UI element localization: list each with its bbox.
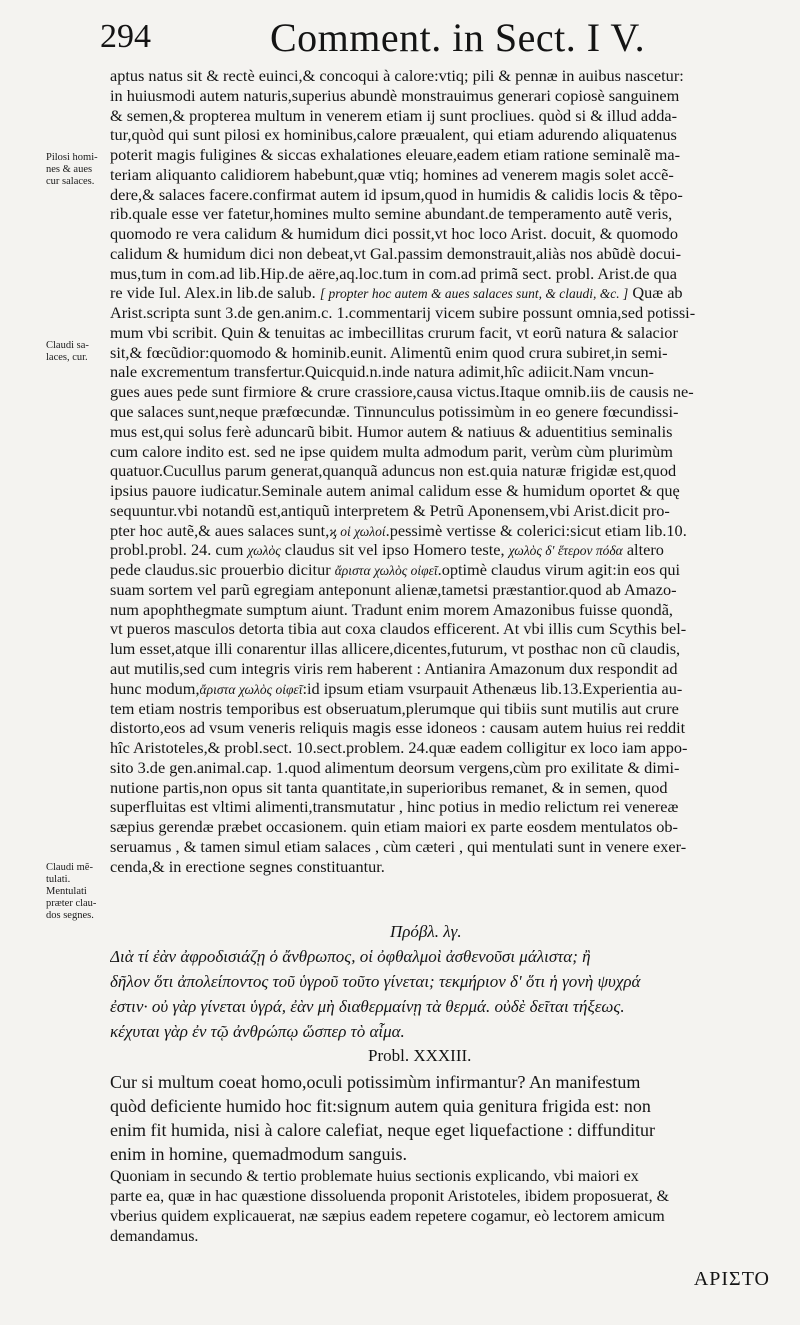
text-line: Arist.scripta sunt 3.de gen.anim.c. 1.commentarij vicem subire possunt omnia,sed potissi- — [110, 303, 696, 323]
text-line: quomodo re vera calidum & humidum dici possit,vt hoc loco Arist. docuit, & quomodo — [110, 224, 678, 244]
problem-label: Probl. XXXIII. — [368, 1046, 472, 1065]
text-line: dere,& salaces facere.confirmat autem id ipsum,quod in humidis & calidis locis & tẽpo- — [110, 184, 683, 204]
text-line-with-greek — [110, 679, 793, 699]
text-segment: .pessimè vertisse & colerici:sicut etiam lib.10. — [385, 520, 687, 540]
text-segment: probl.probl. 24. cum — [110, 540, 248, 560]
greek-line: ἐστιν· οὐ γὰρ γίνεται ὑγρά, ἐὰν μὴ διαθερμαίνῃ τὰ θερμά. οὐδὲ δεῖται τήξεως. — [110, 997, 625, 1016]
margin-note-pilosi — [46, 152, 108, 188]
text-line: poterit magis fuligines & siccas exhalationes eleuare,eadem etiam ratione seminalẽ ma- — [110, 145, 681, 165]
text-line: superfluitas est vltimi alimenti,transmutatur , hinc potius in medio relictum rei venereæ — [110, 797, 679, 817]
text-line: mus est,qui solus ferè aduncarũ bibit. Humor autem & natiuus & aduentitius seminalis — [110, 421, 673, 441]
text-line: sæpius gerendæ præbet occasionem. quin etiam maiori ex parte eosdem mentulatos ob- — [110, 817, 678, 837]
text-line: seruamus , & tamen simul etiam salaces , cùm cæteri , qui mentulati sunt in venere exer- — [110, 836, 687, 856]
text-line-with-greek — [110, 521, 793, 541]
text-line: suam sortem vel parũ egregiam anteponunt alienæ,tametsi præstantior.quod ab Amazo- — [110, 579, 677, 599]
margin-note-line: præter clau- — [46, 898, 97, 909]
catchword: ΑΡΙΣΤΟ — [693, 1268, 770, 1290]
text-line: & semen,& propterea multum in venerem etiam ij sunt procliues. quòd si & illud adda- — [110, 105, 678, 125]
text-line: rib.quale esse ver fatetur,homines multo semine abundant.de temperamento autẽ veris, — [110, 204, 673, 224]
text-line: sequuntur.vbi notandũ est,antiquũ interpretem & Petrũ Aponensem,vbi Arist.dicit pro- — [110, 500, 670, 520]
greek-line: δῆλον ὅτι ἀπολείποντος τοῦ ὑγροῦ τοῦτο γίνεται; τεκμήριον δ' ὅτι ἡ γονὴ ψυχρά — [110, 972, 641, 991]
text-line: tur,quòd qui sunt pilosi ex hominibus,calore præualent, qui etiam adurendo aliquatenus — [110, 125, 677, 145]
page-number: 294 — [100, 18, 151, 55]
text-segment: altero — [622, 540, 664, 560]
text-line: aut mutilis,sed cum integris viris rem haberent : Antianira Amazonum dux respondit ad — [110, 658, 678, 678]
greek-phrase: χωλὸς — [247, 543, 281, 559]
text-line: nutione partis,non opus sit tanta quantitate,in superioribus remanet, & in semen, quod — [110, 777, 668, 797]
margin-note-line: cur salaces. — [46, 176, 95, 187]
commentary-body — [110, 66, 793, 876]
greek-line: κέχυται γὰρ ἐν τῷ ἀνθρώπῳ ὥσπερ τὸ αἷμα. — [110, 1022, 405, 1041]
text-segment: pter hoc autẽ,& aues salaces sunt, — [110, 520, 330, 540]
text-line: vt pueros masculos detorta tibia aut coxa claudos efficerent. At vbi illis cum Scythis bel- — [110, 619, 687, 639]
text-line: cum calore indito est. sed ne ipse quidem multa admodum parit, verùm cùm plurimùm — [110, 441, 673, 461]
text-line: quatuor.Cucullus parum generat,quanquã aduncus non est.quia naturæ frigidæ est,quod — [110, 461, 677, 481]
question-line: Cur si multum coeat homo,oculi potissimùm infirmantur? An manifestum — [110, 1072, 641, 1092]
text-line: hîc Aristoteles,& probl.sect. 10.sect.problem. 24.quæ eadem colligitur ex loco iam appo- — [110, 738, 688, 758]
margin-note-line: Claudi mẽ- — [46, 862, 93, 873]
latin-question — [110, 1070, 793, 1166]
text-line: gues aues pede sunt firmiore & crure crassiore,causa victus.Itaque omnib.iis de causis ne- — [110, 382, 694, 402]
text-line: que salaces sunt,neque præfœcundæ. Tinnunculus potissimùm in eo genere fœcundissi- — [110, 402, 679, 422]
question-line: quòd deficiente humido hoc fit:signum autem quia genitura frigida est: non — [110, 1096, 651, 1116]
question-line: enim in homine, quemadmodum sanguis. — [110, 1144, 407, 1164]
text-line: sito 3.de gen.animal.cap. 1.quod alimentum deorsum vergens,cùm pro exilitate & dimi- — [110, 757, 680, 777]
text-segment: re vide Iul. Alex.in lib.de salub. — [110, 283, 320, 303]
margin-note-line: Claudi sa- — [46, 340, 89, 351]
text-segment: pede claudus.sic prouerbio dicitur — [110, 560, 335, 580]
text-line: cenda,& in erectione segnes constituantur. — [110, 856, 385, 876]
running-title: Comment. in Sect. I V. — [270, 15, 646, 60]
question-line: enim fit humida, nisi à calore calefiat, neque eget liquefactione : diffunditur — [110, 1120, 655, 1140]
margin-note-claudi — [46, 340, 108, 364]
text-line: sit,& fœcũdior:quomodo & hominib.eunit. Alimentũ enim quod crura subiret,in semi- — [110, 342, 668, 362]
text-segment: :id ipsum etiam vsurpauit Athenæus lib.13.Experientia au- — [302, 678, 683, 698]
comment-line: demandamus. — [110, 1228, 199, 1245]
lemma-italic: [ propter hoc autem & aues salaces sunt, & claudi, &c. ] — [319, 286, 629, 302]
text-segment: claudus sit vel ipso Homero teste, — [280, 540, 509, 560]
text-line: in huiusmodi autem naturis,superius abundè monstrauimus generari copiosè sanguinem — [110, 85, 680, 105]
text-line-with-greek — [110, 540, 793, 560]
text-segment: hunc modum, — [110, 678, 200, 698]
text-line: num apophthegmate sumptum aiunt. Tradunt enim morem Amazonibus fuisse quondã, — [110, 599, 673, 619]
text-line: tem etiam nostris temporibus est obseruatum,plerumque qui tibiis sunt mutilis aut crure — [110, 698, 679, 718]
margin-note-line: Mentulati — [46, 886, 87, 897]
greek-phrase: ἄριστα χωλὸς οἰφεῖ — [334, 563, 438, 579]
text-line: calidum & humidum dici non debeat,vt Gal.passim demonstrauit,aliàs nos abũdè docui- — [110, 243, 682, 263]
text-line: nale excrementum transfertur.Quicquid.n.inde natura adimit,hîc adiicit.Nam vncun- — [110, 362, 654, 382]
margin-note-line: nes & aues — [46, 164, 93, 175]
text-line: mus,tum in com.ad lib.Hip.de aëre,aq.loc.tum in com.ad primã sect. probl. Arist.de qua — [110, 263, 677, 283]
margin-note-line: dos segnes. — [46, 910, 94, 921]
greek-line: Διὰ τί ἐὰν ἀφροδισιάζῃ ὁ ἄνθρωπος, οἱ ὀφθαλμοὶ ἀσθενοῦσι μάλιστα; ἢ — [110, 947, 591, 966]
margin-note-line: Pilosi homi- — [46, 152, 98, 163]
text-line: mum vbi scribit. Quin & tenuitas ac imbecillitas crurum facit, vt eorũ natura & salacior — [110, 322, 678, 342]
text-line: ipsius pauore iudicatur.Seminale autem animal calidum esse & humidum oportet & quę — [110, 481, 680, 501]
text-segment: .optimè claudus virum agit:in eos qui — [437, 560, 681, 580]
text-line: teriam aliquanto calidiorem habebunt,quæ vtiq; homines ad venerem magis solet accẽ- — [110, 164, 674, 184]
text-line: aptus natus sit & rectè euinci,& concoqui à calore:vtiq; pili & pennæ in auibus nascetur: — [110, 66, 684, 85]
margin-note-line: tulati. — [46, 874, 71, 885]
margin-note-mentulati — [46, 862, 108, 922]
text-line-with-greek — [110, 560, 793, 580]
text-line: lum esset,atque illi conarentur illas allicere,dicentes,futurum, vt posthac non cũ claudis, — [110, 639, 681, 659]
text-segment: Quæ ab — [628, 283, 683, 303]
margin-note-line: laces, cur. — [46, 352, 88, 363]
closing-commentary — [110, 1167, 793, 1247]
greek-phrase: ἄριστα χωλὸς οἰφεῖ — [199, 681, 303, 697]
comment-line: Quoniam in secundo & tertio problemate huius sectionis explicando, vbi maiori ex — [110, 1168, 639, 1185]
problem-heading-greek: Πρόβλ. λγ. — [390, 922, 462, 941]
comment-line: parte ea, quæ in hac quæstione dissoluenda proponit Aristoteles, ibidem proposuerat, & — [110, 1188, 670, 1205]
comment-line: vberius quidem explicauerat, næ sæpius eadem repetere cogamur, eò lectorem amicum — [110, 1208, 665, 1225]
greek-phrase: ϗ οἱ χωλοί — [329, 523, 386, 539]
greek-problem-text — [110, 944, 793, 1044]
text-line-with-lemma — [110, 283, 793, 303]
greek-phrase: χωλὸς δ' ἕτερον πόδα — [508, 543, 623, 559]
text-line: distorto,eos ad vsum veneris reliquis magis esse idoneos : causam autem huius rei reddit — [110, 718, 686, 738]
